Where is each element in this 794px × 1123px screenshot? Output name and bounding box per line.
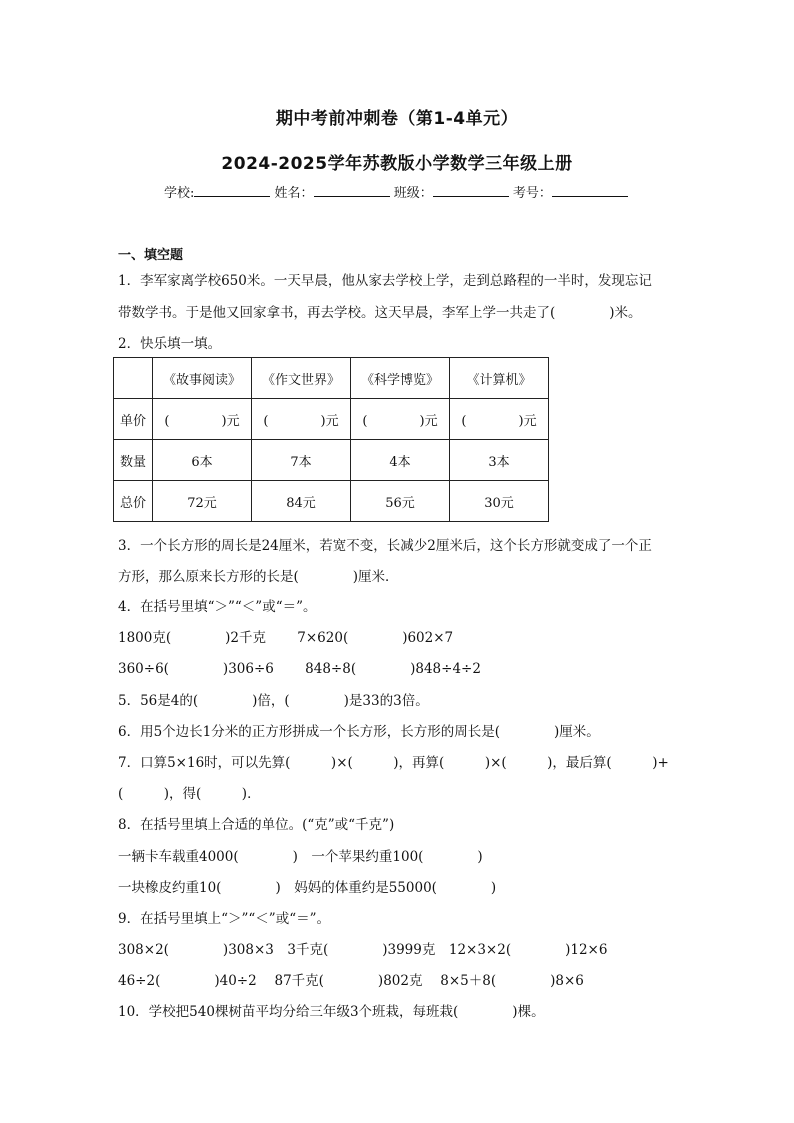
section-title: 一、填空题 [118, 248, 184, 263]
question-8-row-2: 一块橡皮约重10( ) 妈妈的体重约是55000( ) [118, 880, 497, 896]
table-header-cell: 《故事阅读》 [153, 358, 252, 399]
question-7-line-2: ( )，得( )． [118, 786, 261, 802]
table-row [114, 399, 549, 440]
question-2-text: 2．快乐填一填。 [118, 336, 222, 352]
table-cell[interactable]: ( )元 [252, 399, 351, 440]
table-row-label: 总价 [114, 481, 153, 522]
question-4-text: 4．在括号里填“＞”“＜”或“＝”。 [118, 599, 317, 615]
class-field[interactable] [433, 184, 509, 197]
name-field[interactable] [314, 184, 390, 197]
question-9-text: 9．在括号里填上“＞”“＜”或“＝”。 [118, 911, 330, 927]
question-8-row-1: 一辆卡车载重4000( ) 一个苹果约重100( ) [118, 849, 483, 865]
table-corner-cell [114, 358, 153, 399]
table-row-label: 数量 [114, 440, 153, 481]
table-cell[interactable]: ( )元 [153, 399, 252, 440]
exam-number-field[interactable] [552, 184, 628, 197]
table-row [114, 440, 549, 481]
exam-number-label: 考号： [512, 186, 552, 201]
question-1-line-1: 1．李军家离学校650米。一天早晨，他从家去学校上学，走到总路程的一半时，发现忘记 [118, 273, 652, 289]
table-cell: 4本 [351, 440, 450, 481]
table-header-cell: 《作文世界》 [252, 358, 351, 399]
question-9-row-2: 46÷2( )40÷2 87千克( )802克 8×5＋8( )8×6 [118, 973, 584, 989]
table-header-cell: 《计算机》 [450, 358, 549, 399]
table-cell: 72元 [153, 481, 252, 522]
exam-title: 期中考前冲刺卷（第1-4单元） [275, 109, 519, 129]
name-label: 姓名： [274, 186, 314, 201]
table-header-cell: 《科学博览》 [351, 358, 450, 399]
question-7-line-1: 7．口算5×16时，可以先算( )×( )，再算( )×( )，最后算( )+ [118, 755, 669, 771]
school-label: 学校: [164, 186, 195, 201]
class-label: 班级： [393, 186, 433, 201]
price-table [113, 357, 549, 522]
table-cell: 56元 [351, 481, 450, 522]
exam-subtitle: 2024-2025学年苏教版小学数学三年级上册 [221, 154, 573, 174]
question-10-text: 10．学校把540棵树苗平均分给三年级3个班栽，每班栽( )棵。 [118, 1004, 545, 1020]
table-cell: 84元 [252, 481, 351, 522]
question-3-line-1: 3．一个长方形的周长是24厘米，若宽不变，长减少2厘米后，这个长方形就变成了一个正 [118, 538, 652, 554]
question-1-line-2: 带数学书。于是他又回家拿书，再去学校。这天早晨，李军上学一共走了( )米。 [118, 305, 642, 321]
question-4-row-2: 360÷6( )306÷6 848÷8( )848÷4÷2 [118, 661, 481, 677]
question-6-text: 6．用5个边长1分米的正方形拼成一个长方形，长方形的周长是( )厘米。 [118, 724, 600, 740]
question-4-row-1: 1800克( )2千克 7×620( )602×7 [118, 630, 454, 646]
school-field[interactable] [194, 184, 270, 197]
student-info-row [164, 182, 628, 201]
question-8-text: 8．在括号里填上合适的单位。(“克”或“千克”) [118, 817, 395, 833]
table-cell[interactable]: ( )元 [351, 399, 450, 440]
table-cell: 7本 [252, 440, 351, 481]
table-cell[interactable]: ( )元 [450, 399, 549, 440]
table-cell: 30元 [450, 481, 549, 522]
question-9-row-1: 308×2( )308×3 3千克( )3999克 12×3×2( )12×6 [118, 942, 608, 958]
table-row [114, 358, 549, 399]
question-3-line-2: 方形，那么原来长方形的长是( )厘米． [118, 569, 399, 585]
table-cell: 3本 [450, 440, 549, 481]
table-row-label: 单价 [114, 399, 153, 440]
question-5-text: 5．56是4的( )倍，( )是33的3倍。 [118, 693, 429, 709]
table-cell: 6本 [153, 440, 252, 481]
table-row [114, 481, 549, 522]
